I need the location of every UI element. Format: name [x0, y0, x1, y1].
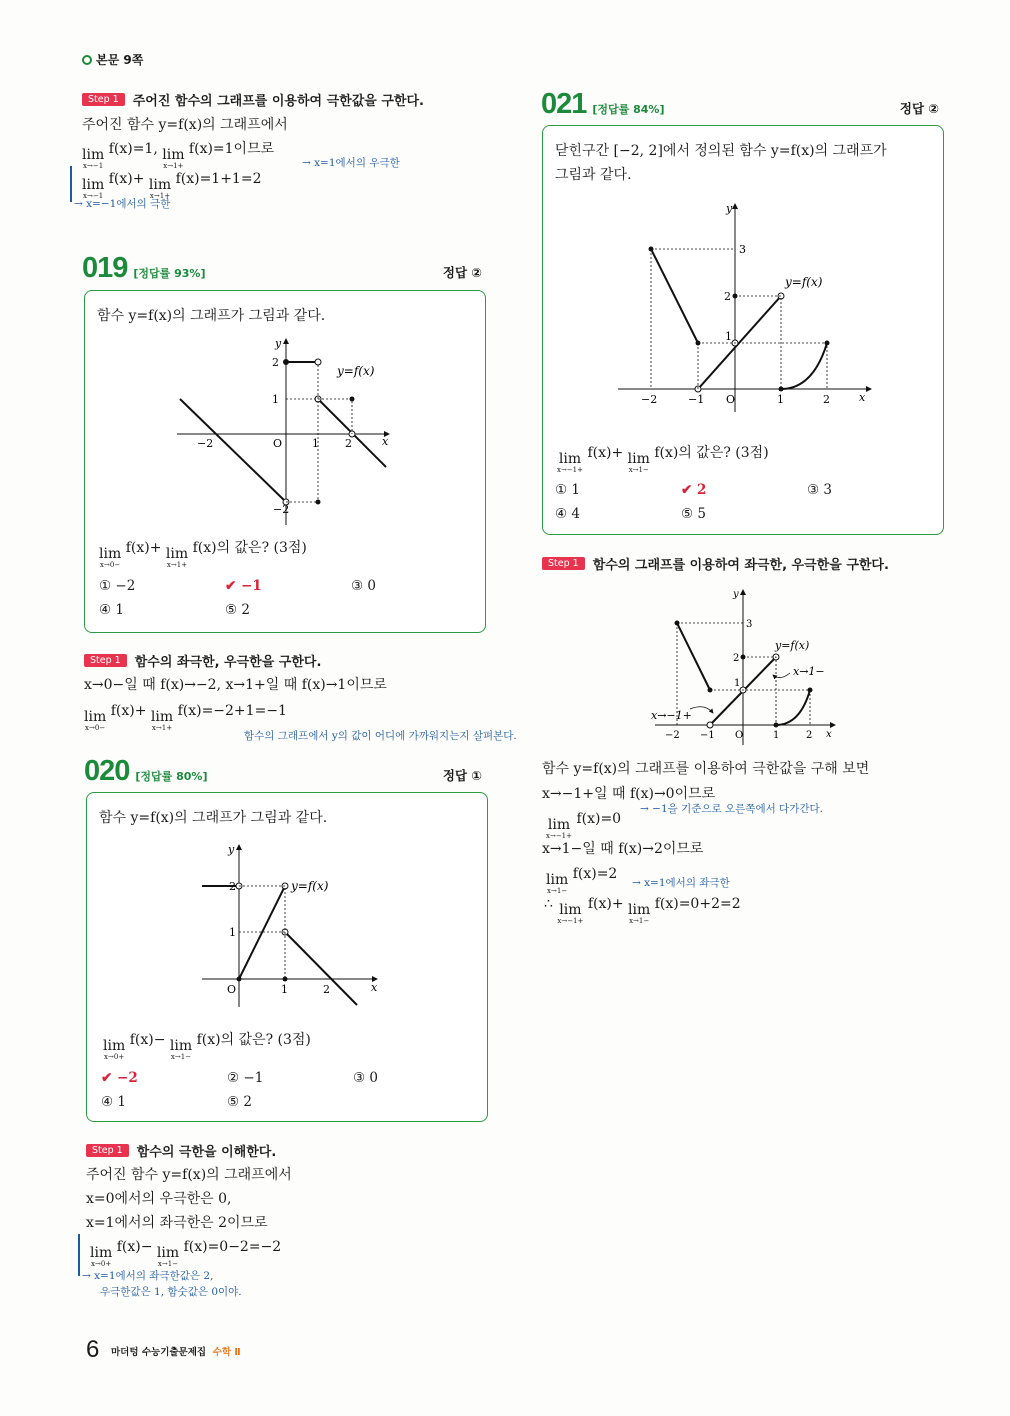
svg-text:x: x	[826, 729, 832, 740]
annotation: 함수의 그래프에서 y의 값이 어디에 가까워지는지 살펴본다.	[244, 730, 517, 742]
question-ask: lim x→0+ f(x)− lim x→1− f(x)의 값은? (3점)	[103, 1032, 311, 1061]
annotation: → x=1에서의 우극한	[302, 157, 400, 169]
svg-text:y=f(x): y=f(x)	[337, 364, 375, 378]
step-heading: Step 1 주어진 함수의 그래프를 이용하여 극한값을 구한다.	[82, 90, 424, 109]
solution-line: 함수 y=f(x)의 그래프를 이용하여 극한값을 구해 보면	[542, 761, 870, 777]
svg-text:1: 1	[777, 393, 784, 406]
question-ask: lim x→0− f(x)+ lim x→1+ f(x)의 값은? (3점)	[99, 540, 307, 569]
choice-1-checked[interactable]: ✔ −2	[101, 1070, 138, 1086]
annotation: → x=1에서의 좌극한값은 2,	[82, 1270, 214, 1282]
svg-text:2: 2	[272, 356, 279, 369]
svg-text:x: x	[859, 391, 866, 404]
svg-text:−2: −2	[665, 730, 680, 741]
svg-text:x→−1+: x→−1+	[651, 709, 692, 722]
svg-text:1: 1	[272, 393, 279, 406]
svg-text:O: O	[726, 393, 736, 406]
solution-line: x→0−일 때 f(x)→−2, x→1+일 때 f(x)→1이므로	[84, 677, 387, 693]
annotation-line	[70, 166, 72, 202]
annotation: 우극한값은 1, 함숫값은 0이야.	[100, 1286, 242, 1298]
graph-021	[613, 198, 883, 413]
svg-text:−1: −1	[688, 393, 705, 406]
svg-text:1: 1	[229, 926, 236, 939]
choice-2-checked[interactable]: ✔ 2	[681, 482, 707, 498]
svg-text:y: y	[275, 337, 282, 350]
annotation: → −1을 기준으로 오른쪽에서 다가간다.	[640, 803, 823, 815]
svg-text:2: 2	[806, 730, 813, 741]
choice-5[interactable]: ⑤ 5	[681, 506, 706, 522]
svg-text:x: x	[371, 981, 378, 994]
solution-line: lim x→−1+ f(x)=0	[546, 811, 622, 840]
svg-text:1: 1	[725, 330, 732, 343]
svg-text:2: 2	[323, 983, 330, 996]
choice-4[interactable]: ④ 4	[555, 506, 580, 522]
svg-text:y: y	[733, 589, 739, 600]
question-ask: lim x→−1+ f(x)+ lim x→1− f(x)의 값은? (3점)	[557, 445, 769, 474]
graph-019	[177, 335, 397, 525]
svg-text:2: 2	[345, 437, 352, 450]
question-box-020: 함수 y=f(x)의 그래프가 그림과 같다. 2 1 O 1 2 x y y=f(x) lim x→0+ f(x)− lim x→1− f(x)의 값은? (3점) ✔ −2 ② −1 ③ 0 ④ 1 ⑤ 2	[86, 792, 488, 1122]
annotation-line	[78, 1234, 80, 1276]
svg-text:2: 2	[229, 880, 236, 893]
choice-1[interactable]: ① −2	[99, 578, 136, 594]
step-heading: Step 1 함수의 극한을 이해한다.	[86, 1141, 276, 1160]
question-header-019: 019 [정답률 93%] 정답 ②	[82, 252, 482, 284]
choice-2[interactable]: ② −1	[227, 1070, 264, 1086]
svg-text:−2: −2	[197, 437, 214, 450]
choice-3[interactable]: ③ 0	[353, 1070, 378, 1086]
svg-text:y: y	[228, 843, 235, 856]
choice-3[interactable]: ③ 3	[807, 482, 832, 498]
svg-text:2: 2	[724, 290, 731, 303]
page-reference: 본문 9쪽	[82, 51, 143, 68]
svg-text:2: 2	[733, 653, 740, 664]
svg-text:O: O	[273, 437, 283, 450]
annotation: → x=−1에서의 극한	[74, 198, 171, 210]
solution-line: x→1−일 때 f(x)→2이므로	[542, 841, 704, 857]
solution-line: ∴ lim x→−1+ f(x)+ lim x→1− f(x)=0+2=2	[544, 896, 741, 925]
solution-line: x=0에서의 우극한은 0,	[86, 1191, 232, 1207]
solution-line: x→−1+일 때 f(x)→0이므로	[542, 786, 716, 802]
svg-text:2: 2	[823, 393, 830, 406]
svg-text:x: x	[382, 435, 389, 448]
svg-text:y: y	[726, 202, 733, 215]
choice-4[interactable]: ④ 1	[99, 602, 124, 618]
choice-1[interactable]: ① 1	[555, 482, 580, 498]
svg-text:1: 1	[773, 730, 780, 741]
svg-text:−1: −1	[700, 730, 715, 741]
step-heading: Step 1 함수의 좌극한, 우극한을 구한다.	[84, 651, 321, 670]
svg-text:3: 3	[739, 243, 746, 256]
svg-text:O: O	[735, 730, 744, 741]
question-box-021: 닫힌구간 [−2, 2]에서 정의된 함수 y=f(x)의 그래프가 그림과 같다. 3 2 1 −2 −1 O 1 2 x y y=f(x) lim x→−1+ f(x)+ lim x→1− f(x)의 값은? (3점) ① 1 ✔ 2 ③ 3 ④ 4 ⑤ 5	[542, 125, 944, 535]
svg-text:1: 1	[734, 678, 741, 689]
solution-line: lim x→−1 f(x)=1, lim x→1+ f(x)=1이므로	[82, 141, 275, 170]
svg-text:1: 1	[281, 983, 288, 996]
solution-line: 주어진 함수 y=f(x)의 그래프에서	[82, 117, 288, 133]
choice-5[interactable]: ⑤ 2	[227, 1094, 252, 1110]
graph-021-solution	[645, 585, 845, 745]
question-header-020: 020 [정답률 80%] 정답 ①	[84, 755, 482, 787]
svg-text:−2: −2	[273, 503, 290, 516]
question-box-019: 함수 y=f(x)의 그래프가 그림과 같다. 2 1 −2 −2 O 1 2 x y y=f(x) lim x→0− f(x)+ lim x→1+ f(x)의 값은? (3점) ① −2 ✔ −1 ③ 0 ④ 1 ⑤ 2	[84, 290, 486, 633]
choice-4[interactable]: ④ 1	[101, 1094, 126, 1110]
solution-line: 주어진 함수 y=f(x)의 그래프에서	[86, 1167, 292, 1183]
solution-line: x=1에서의 좌극한은 2이므로	[86, 1215, 268, 1231]
svg-text:y=f(x): y=f(x)	[785, 275, 823, 289]
svg-text:y=f(x): y=f(x)	[291, 879, 329, 893]
choice-2-checked[interactable]: ✔ −1	[225, 578, 262, 594]
circle-icon	[82, 55, 92, 65]
solution-line: lim x→0+ f(x)− lim x→1− f(x)=0−2=−2	[90, 1239, 282, 1268]
svg-text:O: O	[227, 983, 237, 996]
question-header-021: 021 [정답률 84%] 정답 ②	[541, 88, 939, 120]
svg-text:−2: −2	[641, 393, 658, 406]
svg-text:3: 3	[746, 619, 753, 630]
footer-title: 마더텅 수능기출문제집 수학 Ⅱ	[111, 1347, 241, 1358]
svg-text:x→1−: x→1−	[793, 665, 825, 678]
step-heading: Step 1 함수의 그래프를 이용하여 좌극한, 우극한을 구한다.	[542, 554, 889, 573]
solution-line: lim x→−1 f(x)+ lim x→1+ f(x)=1+1=2	[82, 171, 262, 200]
solution-line: lim x→1− f(x)=2	[546, 866, 618, 895]
solution-line: lim x→0− f(x)+ lim x→1+ f(x)=−2+1=−1	[84, 703, 287, 732]
annotation: → x=1에서의 좌극한	[632, 877, 730, 889]
graph-020	[197, 837, 387, 1007]
choice-3[interactable]: ③ 0	[351, 578, 376, 594]
svg-text:y=f(x): y=f(x)	[775, 639, 810, 652]
page-number: 6	[86, 1336, 100, 1363]
choice-5[interactable]: ⑤ 2	[225, 602, 250, 618]
svg-text:1: 1	[312, 437, 319, 450]
